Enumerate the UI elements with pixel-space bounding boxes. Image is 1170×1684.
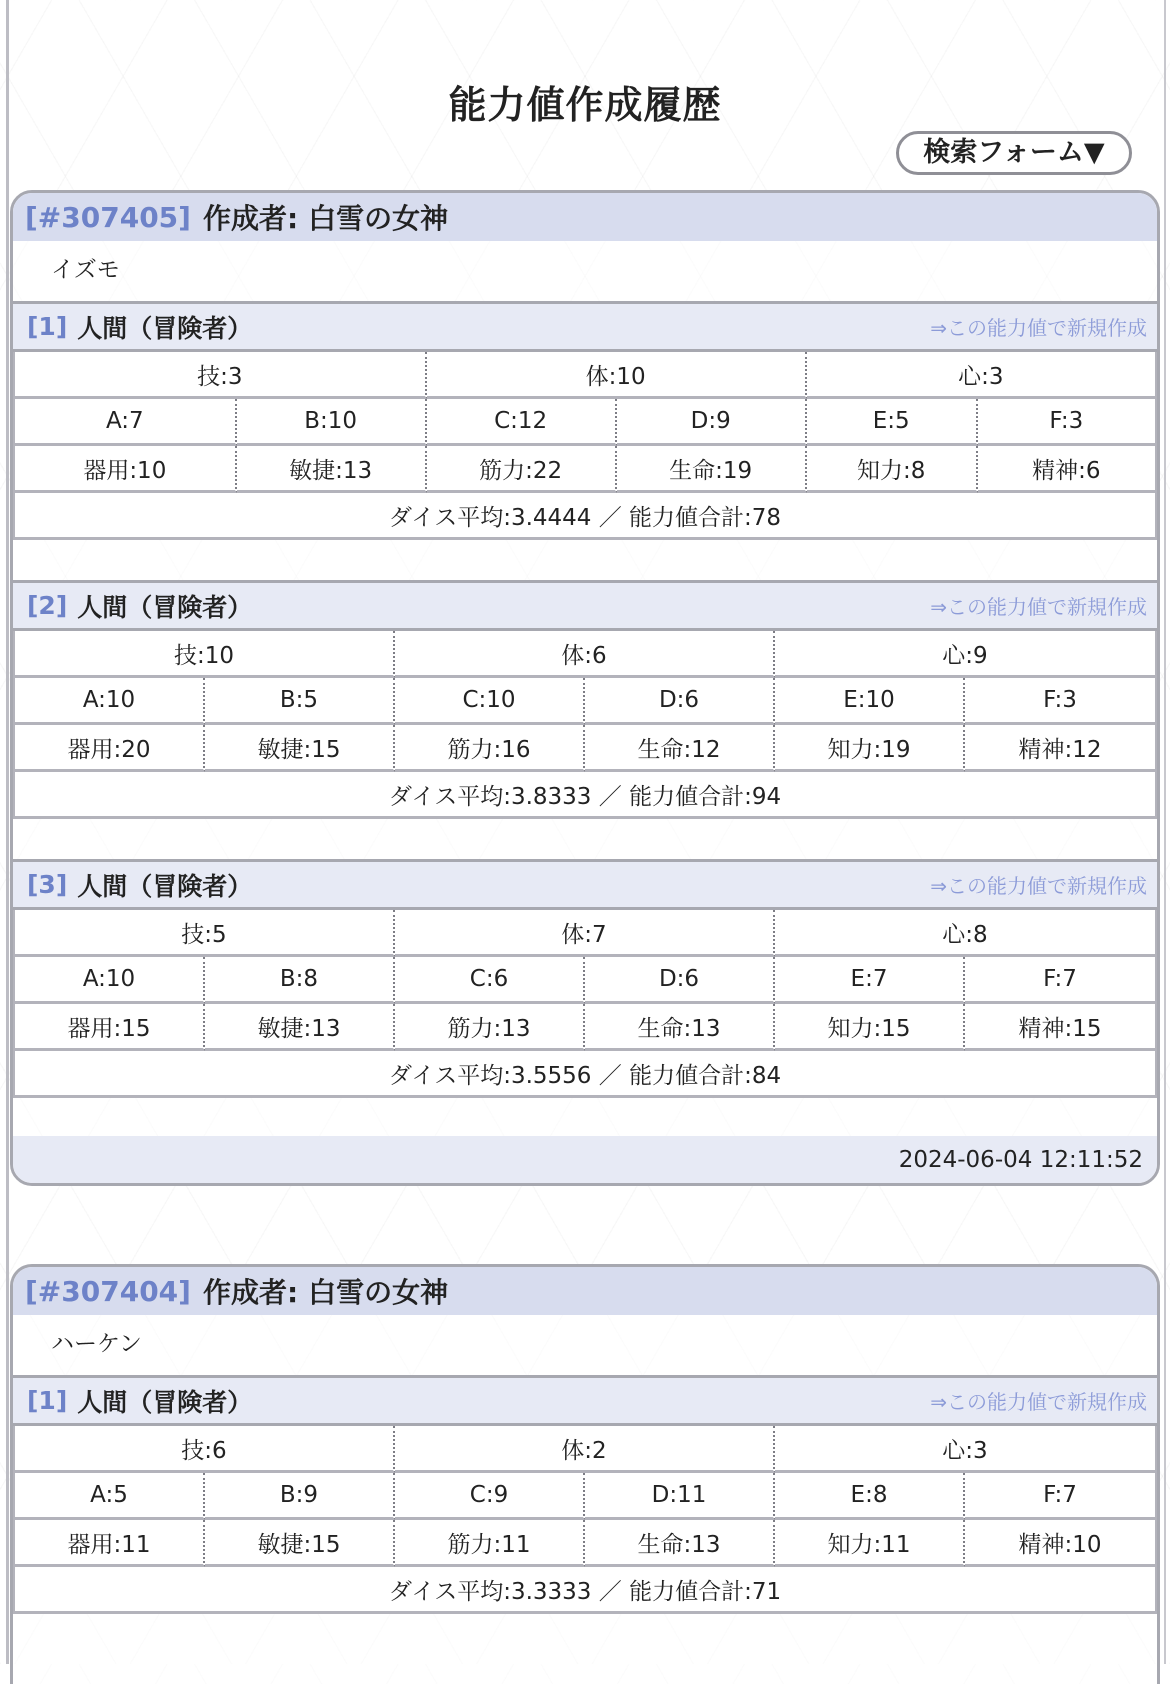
dice-b: B:10: [237, 399, 427, 446]
dice-c: C:12: [427, 399, 617, 446]
dice-a: A:10: [15, 678, 205, 725]
dice-d: D:9: [617, 399, 807, 446]
entry-id: [#307405]: [25, 200, 191, 234]
roll-race: 人間（冒険者）: [77, 592, 253, 622]
roll-table: [13, 352, 1157, 540]
stat-spirit: 精神:15: [965, 1004, 1155, 1051]
stat-dexterity: 器用:20: [15, 725, 205, 772]
roll-header: [13, 580, 1157, 631]
dice-d: D:6: [585, 957, 775, 1004]
roll-header: [13, 301, 1157, 352]
shin-cell: 心:8: [775, 910, 1155, 957]
tai-cell: 体:10: [427, 352, 807, 399]
create-from-roll-link[interactable]: ⇒この能力値で新規作成: [930, 874, 1147, 898]
stat-intelligence: 知力:19: [775, 725, 965, 772]
page-title: 能力値作成履歴: [448, 83, 722, 127]
create-from-roll-link[interactable]: ⇒この能力値で新規作成: [930, 316, 1147, 340]
tai-cell: 体:2: [395, 1426, 775, 1473]
gi-cell: 技:3: [15, 352, 427, 399]
dice-a: A:5: [15, 1473, 205, 1520]
stat-spirit: 精神:12: [965, 725, 1155, 772]
roll-summary: ダイス平均:3.4444 ／ 能力値合計:78: [15, 493, 1155, 540]
stat-intelligence: 知力:11: [775, 1520, 965, 1567]
page-frame-right: [1164, 0, 1166, 1664]
dice-b: B:8: [205, 957, 395, 1004]
dice-f: F:7: [965, 957, 1155, 1004]
stat-agility: 敏捷:13: [205, 1004, 395, 1051]
dice-d: D:11: [585, 1473, 775, 1520]
entry-header: [13, 193, 1157, 241]
roll-number: [2]: [27, 591, 68, 620]
dice-d: D:6: [585, 678, 775, 725]
dice-f: F:3: [965, 678, 1155, 725]
roll-number: [1]: [27, 1386, 68, 1415]
entry-timestamp: 2024-06-04 12:11:52: [898, 1146, 1143, 1173]
dice-a: A:7: [15, 399, 237, 446]
stat-intelligence: 知力:8: [807, 446, 978, 493]
roll-number: [1]: [27, 312, 68, 341]
author-label: 作成者:: [202, 202, 299, 235]
shin-cell: 心:3: [775, 1426, 1155, 1473]
stat-intelligence: 知力:15: [775, 1004, 965, 1051]
stat-vitality: 生命:13: [585, 1004, 775, 1051]
roll-summary: ダイス平均:3.3333 ／ 能力値合計:71: [15, 1567, 1155, 1614]
tai-cell: 体:7: [395, 910, 775, 957]
roll-race: 人間（冒険者）: [77, 313, 253, 343]
stat-strength: 筋力:11: [395, 1520, 585, 1567]
stat-agility: 敏捷:15: [205, 725, 395, 772]
dice-b: B:5: [205, 678, 395, 725]
roll-number: [3]: [27, 870, 68, 899]
entry-memo: イズモ: [51, 257, 120, 283]
entry-footer: [13, 1136, 1157, 1183]
roll-table: [13, 910, 1157, 1098]
stat-spirit: 精神:10: [965, 1520, 1155, 1567]
dice-e: E:7: [775, 957, 965, 1004]
entry-header: [13, 1267, 1157, 1315]
dice-c: C:10: [395, 678, 585, 725]
page-frame-left: [6, 0, 9, 1664]
gi-cell: 技:5: [15, 910, 395, 957]
create-from-roll-link[interactable]: ⇒この能力値で新規作成: [930, 1390, 1147, 1414]
entry-memo: ハーケン: [51, 1331, 142, 1357]
author-name: 白雪の女神: [308, 202, 449, 235]
dice-c: C:6: [395, 957, 585, 1004]
stat-strength: 筋力:22: [427, 446, 617, 493]
dice-f: F:7: [965, 1473, 1155, 1520]
stat-strength: 筋力:13: [395, 1004, 585, 1051]
shin-cell: 心:9: [775, 631, 1155, 678]
dice-e: E:8: [775, 1473, 965, 1520]
author-label: 作成者:: [202, 1276, 299, 1309]
dice-b: B:9: [205, 1473, 395, 1520]
stat-agility: 敏捷:15: [205, 1520, 395, 1567]
stat-strength: 筋力:16: [395, 725, 585, 772]
roll-table: [13, 631, 1157, 819]
dice-f: F:3: [978, 399, 1155, 446]
gi-cell: 技:10: [15, 631, 395, 678]
dice-c: C:9: [395, 1473, 585, 1520]
stat-vitality: 生命:19: [617, 446, 807, 493]
stat-dexterity: 器用:11: [15, 1520, 205, 1567]
roll-race: 人間（冒険者）: [77, 1387, 253, 1417]
roll-block: [13, 1375, 1157, 1614]
stat-dexterity: 器用:15: [15, 1004, 205, 1051]
stat-spirit: 精神:6: [978, 446, 1155, 493]
stat-vitality: 生命:13: [585, 1520, 775, 1567]
roll-race: 人間（冒険者）: [77, 871, 253, 901]
roll-block: [13, 859, 1157, 1098]
roll-header: [13, 859, 1157, 910]
roll-summary: ダイス平均:3.8333 ／ 能力値合計:94: [15, 772, 1155, 819]
history-entry: [10, 190, 1160, 1186]
dice-e: E:10: [775, 678, 965, 725]
entry-id: [#307404]: [25, 1274, 191, 1308]
roll-block: [13, 580, 1157, 819]
gi-cell: 技:6: [15, 1426, 395, 1473]
history-entry: [10, 1264, 1160, 1684]
stat-dexterity: 器用:10: [15, 446, 237, 493]
roll-header: [13, 1375, 1157, 1426]
tai-cell: 体:6: [395, 631, 775, 678]
roll-block: [13, 301, 1157, 540]
stat-vitality: 生命:12: [585, 725, 775, 772]
search-form-toggle-button[interactable]: 検索フォーム▼: [896, 131, 1132, 175]
dice-e: E:5: [807, 399, 978, 446]
roll-summary: ダイス平均:3.5556 ／ 能力値合計:84: [15, 1051, 1155, 1098]
dice-a: A:10: [15, 957, 205, 1004]
roll-table: [13, 1426, 1157, 1614]
author-name: 白雪の女神: [308, 1276, 449, 1309]
create-from-roll-link[interactable]: ⇒この能力値で新規作成: [930, 595, 1147, 619]
shin-cell: 心:3: [807, 352, 1155, 399]
stat-agility: 敏捷:13: [237, 446, 427, 493]
